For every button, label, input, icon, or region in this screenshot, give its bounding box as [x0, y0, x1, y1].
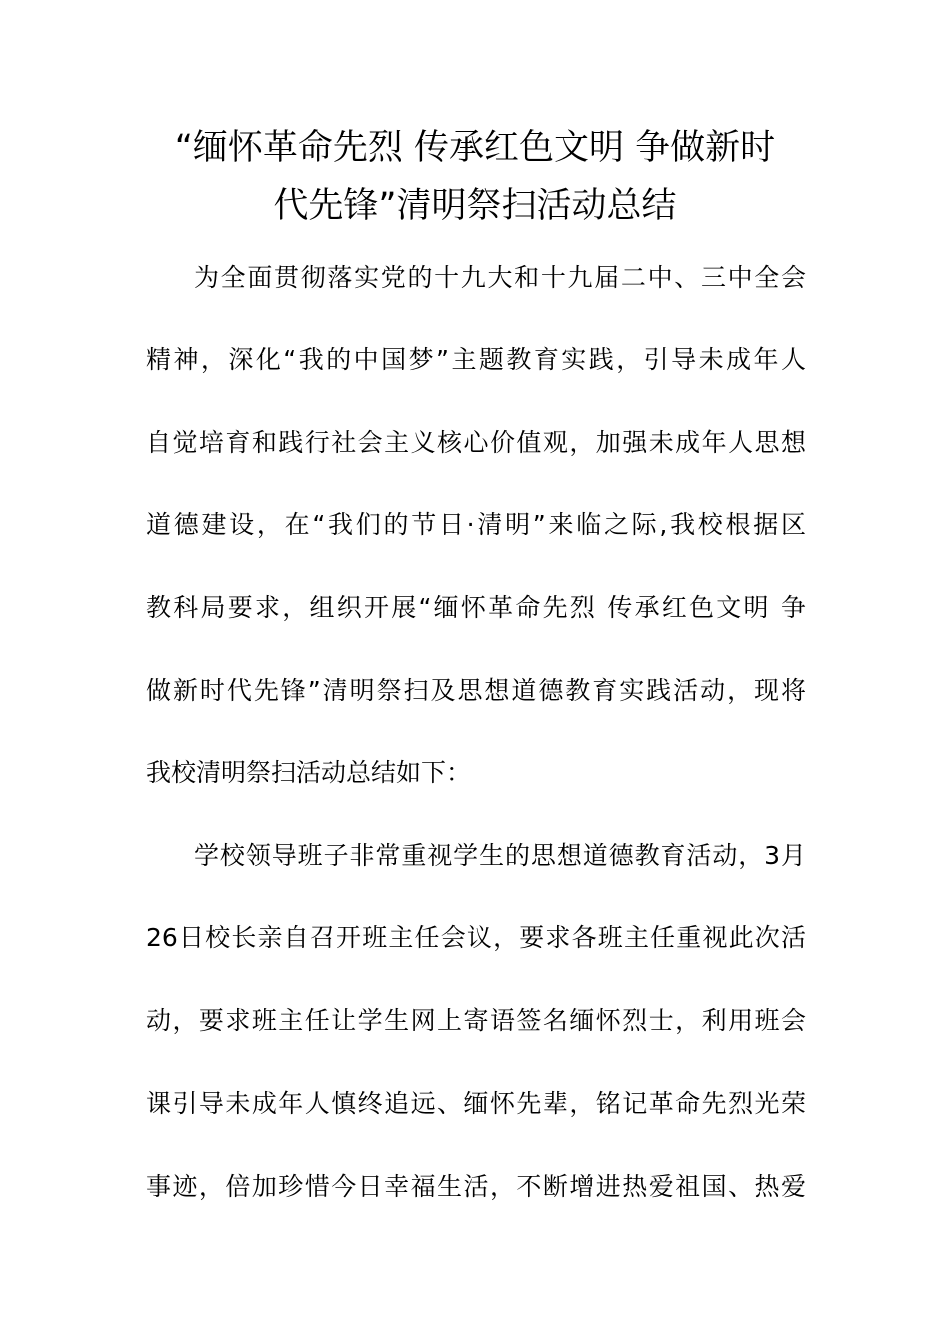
document-title-line-1: “缅怀革命先烈 传承红色文明 争做新时 — [174, 128, 776, 168]
paragraph-line: 课引导未成年人慎终追远、缅怀先辈，铭记革命先烈光荣 — [146, 1089, 806, 1118]
paragraph-line: 动，要求班主任让学生网上寄语签名缅怀烈士，利用班会 — [146, 1006, 806, 1035]
paragraph-line: 学校领导班子非常重视学生的思想道德教育活动，3月 — [194, 841, 806, 870]
paragraph-line: 精神，深化“我的中国梦”主题教育实践，引导未成年人 — [146, 345, 806, 374]
paragraph-line: 道德建设，在“我们的节日·清明”来临之际,我校根据区 — [146, 510, 806, 539]
paragraph-line: 26日校长亲自召开班主任会议，要求各班主任重视此次活 — [146, 923, 806, 952]
paragraph-line: 事迹，倍加珍惜今日幸福生活，不断增进热爱祖国、热爱 — [146, 1172, 806, 1201]
paragraph-line: 我校清明祭扫活动总结如下： — [146, 758, 472, 787]
paragraph-line: 做新时代先锋”清明祭扫及思想道德教育实践活动，现将 — [146, 676, 806, 705]
paragraph-line: 教科局要求，组织开展“缅怀革命先烈 传承红色文明 争 — [146, 593, 806, 622]
paragraph-line: 自觉培育和践行社会主义核心价值观，加强未成年人思想 — [146, 428, 806, 457]
document-title-line-2: 代先锋”清明祭扫活动总结 — [273, 186, 677, 226]
paragraph-line: 为全面贯彻落实党的十九大和十九届二中、三中全会 — [194, 263, 806, 292]
